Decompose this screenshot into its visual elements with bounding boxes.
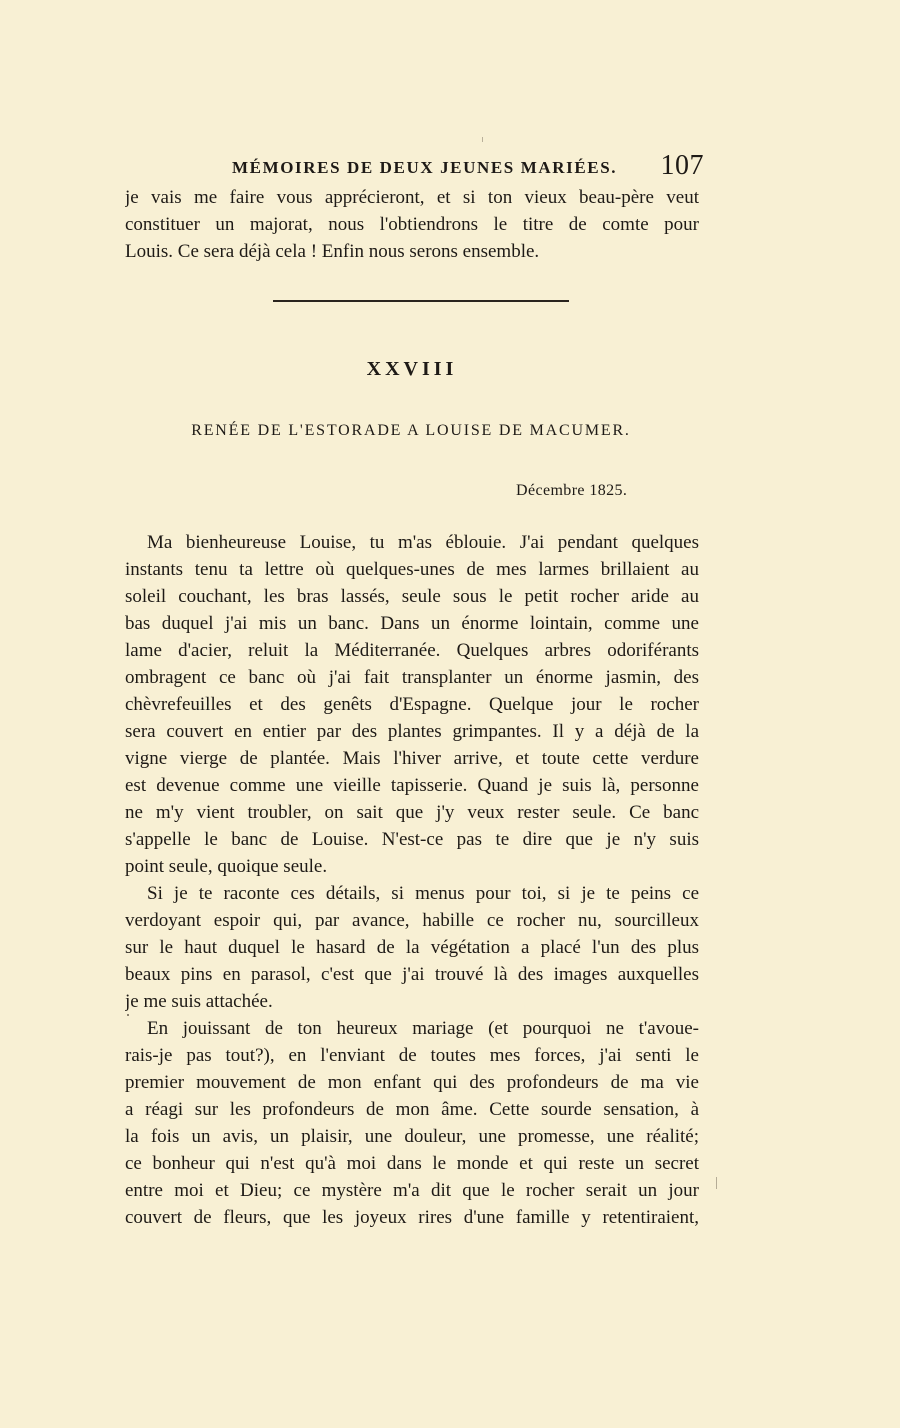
- text-line: premier mouvement de mon enfant qui des profondeurs de ma vie: [125, 1072, 699, 1093]
- top-tick-mark: [482, 137, 483, 142]
- text-line: bas duquel j'ai mis un banc. Dans un énorme lointain, comme une: [125, 613, 699, 634]
- letter-body: [125, 529, 699, 1231]
- text-line: a réagi sur les profondeurs de mon âme. Cette sourde sensation, à: [125, 1099, 699, 1120]
- text-line: la fois un avis, un plaisir, une douleur, une promesse, une réalité;: [125, 1126, 699, 1147]
- page-number: 107: [660, 150, 704, 181]
- text-line: Louis. Ce sera déjà cela ! Enfin nous serons ensemble.: [125, 241, 540, 262]
- margin-ink-dot: [127, 1014, 129, 1016]
- text-line: vigne vierge de plantée. Mais l'hiver arrive, et toute cette verdure: [125, 748, 699, 769]
- text-line: point seule, quoique seule.: [125, 856, 328, 877]
- text-line: verdoyant espoir qui, par avance, habille ce rocher nu, sourcilleux: [125, 910, 699, 931]
- text-line: chèvrefeuilles et des genêts d'Espagne. Quelque jour le rocher: [125, 694, 699, 715]
- text-line: rais-je pas tout?), en l'enviant de toutes mes forces, j'ai senti le: [125, 1045, 699, 1066]
- text-line: sera couvert en entier par des plantes grimpantes. Il y a déjà de la: [125, 721, 699, 742]
- text-line: s'appelle le banc de Louise. N'est-ce pas te dire que je n'y suis: [125, 829, 699, 850]
- text-line: constituer un majorat, nous l'obtiendrons le titre de comte pour: [125, 214, 699, 235]
- letter-heading: RENÉE DE L'ESTORADE A LOUISE DE MACUMER.: [191, 422, 631, 439]
- text-line: je vais me faire vous apprécieront, et si ton vieux beau-père veut: [125, 187, 699, 208]
- text-line: ne m'y vient troubler, on sait que j'y veux rester seule. Ce banc: [125, 802, 699, 823]
- text-line: est devenue comme une vieille tapisserie. Quand je suis là, personne: [125, 775, 699, 796]
- text-line: lame d'acier, reluit la Méditerranée. Quelques arbres odoriférants: [125, 640, 699, 661]
- continuation-paragraph: [125, 184, 699, 265]
- text-line: couvert de fleurs, que les joyeux rires d'une famille y retentiraient,: [125, 1207, 699, 1228]
- text-line: Ma bienheureuse Louise, tu m'as éblouie. J'ai pendant quelques: [147, 532, 699, 553]
- text-line: sur le haut duquel le hasard de la végétation a placé l'un des plus: [125, 937, 699, 958]
- text-line: instants tenu ta lettre où quelques-unes de mes larmes brillaient au: [125, 559, 699, 580]
- text-line: ombragent ce banc où j'ai fait transplanter un énorme jasmin, des: [125, 667, 699, 688]
- section-divider: [273, 300, 569, 302]
- text-line: ce bonheur qui n'est qu'à moi dans le monde et qui reste un secret: [125, 1153, 699, 1174]
- text-line: je me suis attachée.: [125, 991, 273, 1012]
- margin-ink-stroke: [716, 1177, 717, 1189]
- page-header: [232, 150, 704, 184]
- text-line: beaux pins en parasol, c'est que j'ai trouvé là des images auxquelles: [125, 964, 699, 985]
- running-title: MÉMOIRES DE DEUX JEUNES MARIÉES.: [232, 158, 618, 177]
- letter-date: Décembre 1825.: [516, 482, 628, 499]
- text-line: Si je te raconte ces détails, si menus pour toi, si je te peins ce: [147, 883, 699, 904]
- text-line: En jouissant de ton heureux mariage (et pourquoi ne t'avoue-: [147, 1018, 699, 1039]
- chapter-number: XXVIII: [366, 358, 458, 380]
- text-line: entre moi et Dieu; ce mystère m'a dit que le rocher serait un jour: [125, 1180, 699, 1201]
- text-line: soleil couchant, les bras lassés, seule sous le petit rocher aride au: [125, 586, 699, 607]
